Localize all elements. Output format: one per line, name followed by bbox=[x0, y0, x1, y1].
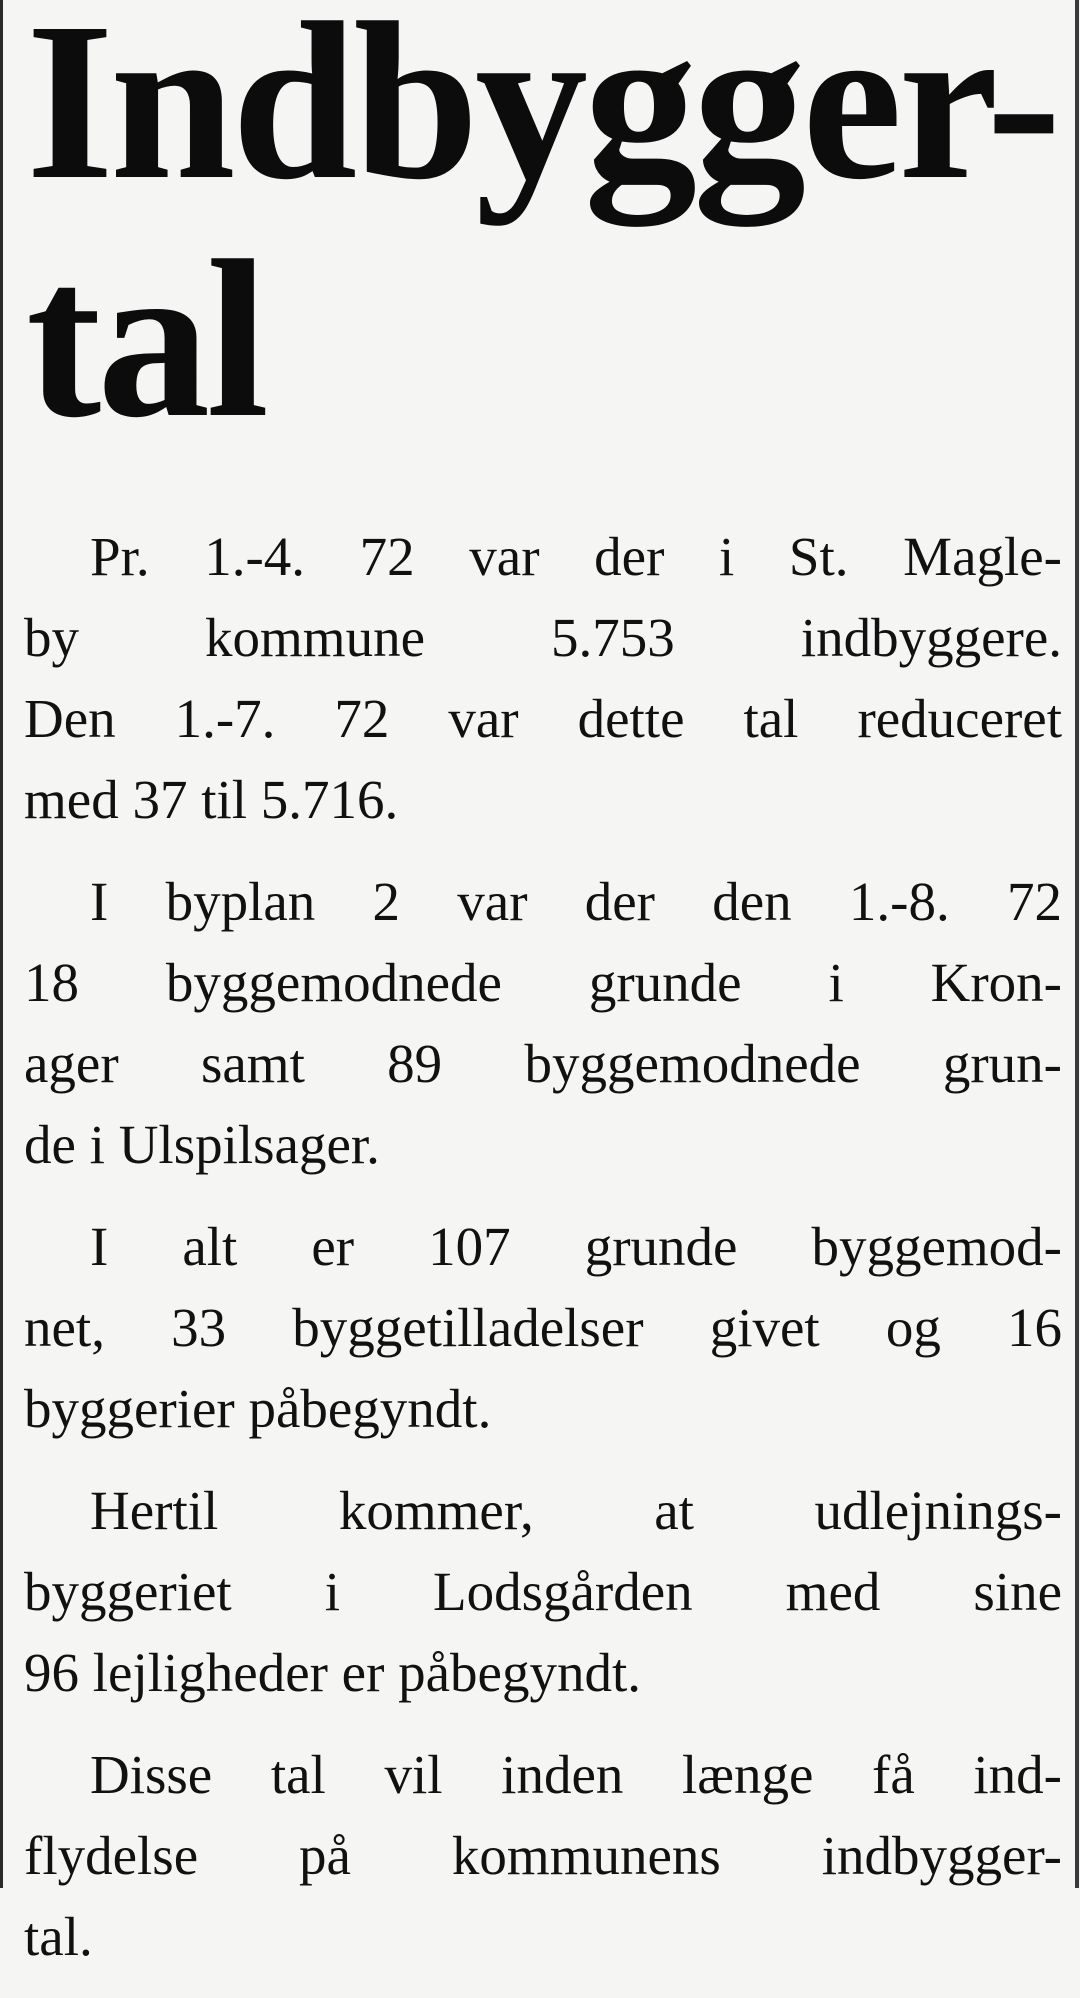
text-line: byggerier påbegyndt. bbox=[24, 1378, 492, 1439]
text-line: Hertil kommer, at udlejnings- bbox=[90, 1480, 1062, 1541]
paragraph-population bbox=[24, 516, 1062, 840]
paragraph-byplan bbox=[24, 861, 1062, 1185]
text-line: 18 byggemodnede grunde i Kron- bbox=[24, 952, 1062, 1013]
text-line: I byplan 2 var der den 1.-8. 72 bbox=[90, 871, 1062, 932]
text-line: Pr. 1.-4. 72 var der i St. Magle- bbox=[90, 526, 1062, 587]
text-line: net, 33 byggetilladelser givet og 16 bbox=[24, 1297, 1062, 1358]
text-line: tal. bbox=[24, 1906, 93, 1967]
text-line: I alt er 107 grunde byggemod- bbox=[90, 1216, 1062, 1277]
paragraph-conclusion bbox=[24, 1734, 1062, 1977]
text-line: by kommune 5.753 indbyggere. bbox=[24, 607, 1062, 668]
text-line: de i Ulspilsager. bbox=[24, 1114, 380, 1175]
text-line: Den 1.-7. 72 var dette tal reduceret bbox=[24, 688, 1062, 749]
text-line: byggeriet i Lodsgården med sine bbox=[24, 1561, 1062, 1622]
column-rule-right bbox=[1075, 0, 1079, 1888]
text-line: med 37 til 5.716. bbox=[24, 769, 399, 830]
text-line: flydelse på kommunens indbygger- bbox=[24, 1825, 1062, 1886]
newspaper-article bbox=[24, 0, 1062, 1967]
text-line: ager samt 89 byggemodnede grun- bbox=[24, 1033, 1062, 1094]
article-headline bbox=[26, 0, 1064, 464]
headline-line: Indbygger- bbox=[26, 0, 1058, 226]
column-rule-left bbox=[0, 0, 3, 1888]
headline-line: tal bbox=[26, 214, 266, 464]
text-line: 96 lejligheder er påbegyndt. bbox=[24, 1642, 642, 1703]
paragraph-grunde bbox=[24, 1206, 1062, 1449]
paragraph-lodsgaarden bbox=[24, 1470, 1062, 1713]
article-body bbox=[24, 516, 1062, 1998]
text-line: Disse tal vil inden længe få ind- bbox=[90, 1744, 1062, 1805]
